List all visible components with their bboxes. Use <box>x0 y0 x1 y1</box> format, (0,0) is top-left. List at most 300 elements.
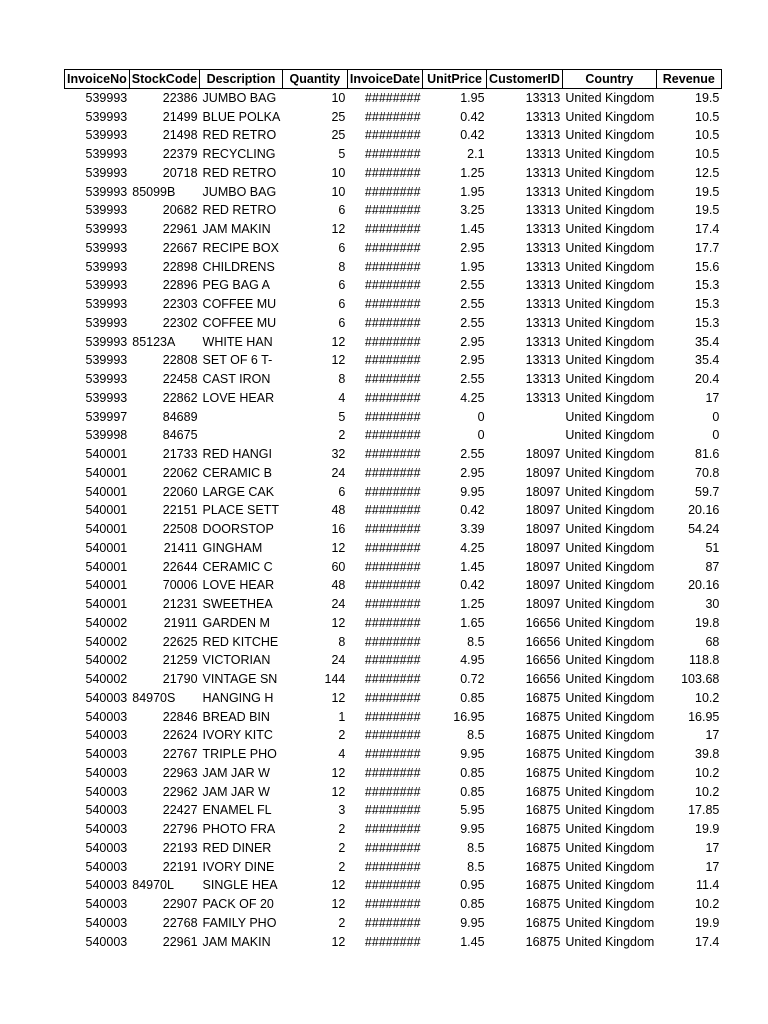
cell-customerid[interactable]: 16656 <box>525 653 561 668</box>
cell-customerid[interactable]: 13313 <box>525 390 561 405</box>
cell-stockcode[interactable]: 22060 <box>162 484 198 499</box>
cell-invoiceno[interactable]: 539997 <box>85 409 128 424</box>
cell-revenue[interactable]: 19.5 <box>695 203 720 218</box>
cell-quantity[interactable]: 25 <box>331 109 346 124</box>
cell-invoicedate[interactable]: ######## <box>364 353 421 368</box>
cell-unitprice[interactable]: 3.39 <box>460 522 485 537</box>
cell-customerid[interactable]: 13313 <box>525 297 561 312</box>
cell-customerid[interactable]: 13313 <box>525 240 561 255</box>
cell-customerid[interactable]: 18097 <box>525 540 561 555</box>
cell-customerid[interactable]: 16875 <box>525 840 561 855</box>
cell-description[interactable]: RECIPE BOX <box>202 240 279 255</box>
cell-invoicedate[interactable]: ######## <box>364 278 421 293</box>
cell-customerid[interactable]: 16656 <box>525 672 561 687</box>
cell-stockcode[interactable]: 85099B <box>132 184 176 199</box>
cell-revenue[interactable]: 19.5 <box>695 91 720 106</box>
cell-stockcode[interactable]: 70006 <box>162 578 198 593</box>
cell-invoiceno[interactable]: 540002 <box>85 672 128 687</box>
cell-stockcode[interactable]: 22907 <box>162 897 198 912</box>
cell-invoiceno[interactable]: 539993 <box>85 128 128 143</box>
cell-invoiceno[interactable]: 540003 <box>85 709 128 724</box>
cell-description[interactable]: DOORSTOP <box>202 522 274 537</box>
cell-revenue[interactable]: 30 <box>705 597 720 612</box>
cell-stockcode[interactable]: 84970S <box>132 690 176 705</box>
cell-description[interactable]: SET OF 6 T- <box>202 353 273 368</box>
cell-stockcode[interactable]: 22963 <box>162 765 198 780</box>
cell-customerid[interactable]: 13313 <box>525 91 561 106</box>
column-header-revenue[interactable]: Revenue <box>656 70 721 89</box>
cell-invoiceno[interactable]: 540002 <box>85 615 128 630</box>
cell-description[interactable]: GARDEN M <box>202 615 270 630</box>
cell-revenue[interactable]: 10.5 <box>695 128 720 143</box>
cell-invoiceno[interactable]: 539993 <box>85 109 128 124</box>
cell-quantity[interactable]: 6 <box>338 297 346 312</box>
cell-revenue[interactable]: 10.2 <box>695 690 720 705</box>
cell-customerid[interactable] <box>487 426 563 445</box>
cell-customerid[interactable]: 13313 <box>525 222 561 237</box>
cell-description[interactable]: COFFEE MU <box>202 315 277 330</box>
cell-invoiceno[interactable]: 540001 <box>85 522 128 537</box>
cell-unitprice[interactable]: 0 <box>477 409 485 424</box>
cell-country[interactable]: United Kingdom <box>565 597 655 612</box>
cell-revenue[interactable]: 17.4 <box>695 934 720 949</box>
cell-unitprice[interactable]: 2.55 <box>460 315 485 330</box>
cell-country[interactable]: United Kingdom <box>565 803 655 818</box>
cell-description[interactable] <box>200 407 283 426</box>
cell-stockcode[interactable]: 22193 <box>162 840 198 855</box>
cell-customerid[interactable] <box>487 407 563 426</box>
cell-invoiceno[interactable]: 540001 <box>85 447 128 462</box>
cell-customerid[interactable]: 13313 <box>525 278 561 293</box>
cell-customerid[interactable]: 18097 <box>525 447 561 462</box>
cell-description[interactable]: CERAMIC B <box>202 465 272 480</box>
cell-invoicedate[interactable]: ######## <box>364 859 421 874</box>
cell-invoicedate[interactable]: ######## <box>364 878 421 893</box>
cell-unitprice[interactable]: 4.25 <box>460 390 485 405</box>
cell-unitprice[interactable]: 2.55 <box>460 297 485 312</box>
cell-unitprice[interactable]: 1.25 <box>460 165 485 180</box>
cell-description[interactable]: COFFEE MU <box>202 297 277 312</box>
cell-invoiceno[interactable]: 540003 <box>85 859 128 874</box>
cell-country[interactable]: United Kingdom <box>565 747 655 762</box>
cell-customerid[interactable]: 18097 <box>525 578 561 593</box>
cell-quantity[interactable]: 2 <box>338 859 346 874</box>
cell-unitprice[interactable]: 16.95 <box>453 709 485 724</box>
cell-invoicedate[interactable]: ######## <box>364 934 421 949</box>
cell-quantity[interactable]: 144 <box>324 672 346 687</box>
cell-description[interactable]: BREAD BIN <box>202 709 270 724</box>
cell-quantity[interactable]: 12 <box>331 784 346 799</box>
cell-revenue[interactable]: 11.4 <box>695 878 720 893</box>
cell-invoicedate[interactable]: ######## <box>364 897 421 912</box>
cell-invoiceno[interactable]: 539993 <box>85 147 128 162</box>
cell-description[interactable]: PHOTO FRA <box>202 822 276 837</box>
cell-quantity[interactable]: 5 <box>338 147 346 162</box>
cell-customerid[interactable]: 16875 <box>525 897 561 912</box>
cell-customerid[interactable]: 16875 <box>525 915 561 930</box>
cell-customerid[interactable]: 13313 <box>525 372 561 387</box>
cell-customerid[interactable]: 18097 <box>525 522 561 537</box>
cell-unitprice[interactable]: 0.42 <box>460 503 485 518</box>
cell-customerid[interactable]: 13313 <box>525 165 561 180</box>
cell-invoiceno[interactable]: 539993 <box>85 315 128 330</box>
cell-country[interactable]: United Kingdom <box>565 653 655 668</box>
cell-description[interactable]: IVORY DINE <box>202 859 275 874</box>
cell-invoiceno[interactable]: 540001 <box>85 597 128 612</box>
cell-revenue[interactable]: 15.3 <box>695 297 720 312</box>
cell-unitprice[interactable]: 2.95 <box>460 465 485 480</box>
cell-stockcode[interactable]: 22768 <box>162 915 198 930</box>
cell-country[interactable]: United Kingdom <box>565 915 655 930</box>
cell-description[interactable]: CHILDRENS <box>202 259 275 274</box>
column-header-customerid[interactable]: CustomerID <box>487 70 563 89</box>
cell-quantity[interactable]: 10 <box>331 165 346 180</box>
cell-invoicedate[interactable]: ######## <box>364 409 421 424</box>
cell-invoiceno[interactable]: 540003 <box>85 784 128 799</box>
cell-revenue[interactable]: 17.85 <box>688 803 720 818</box>
cell-country[interactable]: United Kingdom <box>565 503 655 518</box>
cell-customerid[interactable]: 16875 <box>525 690 561 705</box>
cell-revenue[interactable]: 20.16 <box>688 578 720 593</box>
cell-unitprice[interactable]: 2.95 <box>460 240 485 255</box>
cell-description[interactable] <box>200 426 283 445</box>
cell-quantity[interactable]: 12 <box>331 222 346 237</box>
cell-stockcode[interactable]: 22862 <box>162 390 198 405</box>
cell-quantity[interactable]: 6 <box>338 240 346 255</box>
cell-description[interactable]: RED KITCHE <box>202 634 279 649</box>
cell-description[interactable]: SWEETHEA <box>202 597 273 612</box>
cell-stockcode[interactable]: 22302 <box>162 315 198 330</box>
cell-quantity[interactable]: 12 <box>331 878 346 893</box>
cell-stockcode[interactable]: 20682 <box>162 203 198 218</box>
cell-quantity[interactable]: 12 <box>331 540 346 555</box>
cell-customerid[interactable]: 16875 <box>525 822 561 837</box>
cell-quantity[interactable]: 6 <box>338 484 346 499</box>
cell-invoiceno[interactable]: 539993 <box>85 222 128 237</box>
cell-invoicedate[interactable]: ######## <box>364 128 421 143</box>
cell-quantity[interactable]: 6 <box>338 315 346 330</box>
cell-description[interactable]: CAST IRON <box>202 372 271 387</box>
cell-invoiceno[interactable]: 539993 <box>85 259 128 274</box>
cell-revenue[interactable]: 10.5 <box>695 109 720 124</box>
cell-quantity[interactable]: 60 <box>331 559 346 574</box>
cell-invoicedate[interactable]: ######## <box>364 784 421 799</box>
column-header-country[interactable]: Country <box>562 70 656 89</box>
cell-quantity[interactable]: 8 <box>338 259 346 274</box>
cell-invoicedate[interactable]: ######## <box>364 259 421 274</box>
cell-description[interactable]: LOVE HEAR <box>202 578 275 593</box>
cell-quantity[interactable]: 2 <box>338 728 346 743</box>
cell-customerid[interactable]: 18097 <box>525 503 561 518</box>
cell-stockcode[interactable]: 22667 <box>162 240 198 255</box>
cell-country[interactable]: United Kingdom <box>565 409 655 424</box>
cell-invoicedate[interactable]: ######## <box>364 109 421 124</box>
cell-stockcode[interactable]: 22767 <box>162 747 198 762</box>
cell-revenue[interactable]: 15.6 <box>695 259 720 274</box>
cell-revenue[interactable]: 54.24 <box>688 522 720 537</box>
cell-unitprice[interactable]: 0.72 <box>460 672 485 687</box>
cell-invoicedate[interactable]: ######## <box>364 91 421 106</box>
cell-invoiceno[interactable]: 539993 <box>85 91 128 106</box>
cell-unitprice[interactable]: 8.5 <box>467 634 485 649</box>
cell-revenue[interactable]: 10.5 <box>695 147 720 162</box>
column-header-unitprice[interactable]: UnitPrice <box>423 70 487 89</box>
cell-revenue[interactable]: 17 <box>705 390 720 405</box>
cell-invoicedate[interactable]: ######## <box>364 840 421 855</box>
cell-invoicedate[interactable]: ######## <box>364 334 421 349</box>
cell-description[interactable]: ENAMEL FL <box>202 803 272 818</box>
cell-country[interactable]: United Kingdom <box>565 315 655 330</box>
cell-invoiceno[interactable]: 539993 <box>85 278 128 293</box>
cell-unitprice[interactable]: 1.45 <box>460 934 485 949</box>
cell-customerid[interactable]: 13313 <box>525 109 561 124</box>
cell-invoiceno[interactable]: 539993 <box>85 184 128 199</box>
cell-invoiceno[interactable]: 540003 <box>85 878 128 893</box>
cell-description[interactable]: FAMILY PHO <box>202 915 277 930</box>
cell-invoiceno[interactable]: 539993 <box>85 165 128 180</box>
cell-invoicedate[interactable]: ######## <box>364 822 421 837</box>
cell-customerid[interactable]: 16875 <box>525 934 561 949</box>
cell-country[interactable]: United Kingdom <box>565 428 655 443</box>
cell-invoicedate[interactable]: ######## <box>364 803 421 818</box>
cell-unitprice[interactable]: 1.95 <box>460 91 485 106</box>
cell-revenue[interactable]: 87 <box>705 559 720 574</box>
cell-revenue[interactable]: 17.7 <box>695 240 720 255</box>
cell-revenue[interactable]: 17.4 <box>695 222 720 237</box>
cell-invoiceno[interactable]: 540003 <box>85 747 128 762</box>
cell-stockcode[interactable]: 22379 <box>162 147 198 162</box>
cell-description[interactable]: SINGLE HEA <box>202 878 278 893</box>
cell-unitprice[interactable]: 2.55 <box>460 372 485 387</box>
cell-invoiceno[interactable]: 539993 <box>85 297 128 312</box>
cell-quantity[interactable]: 3 <box>338 803 346 818</box>
cell-unitprice[interactable]: 9.95 <box>460 822 485 837</box>
cell-unitprice[interactable]: 0.95 <box>460 878 485 893</box>
cell-quantity[interactable]: 10 <box>331 184 346 199</box>
cell-country[interactable]: United Kingdom <box>565 259 655 274</box>
cell-quantity[interactable]: 16 <box>331 522 346 537</box>
cell-invoiceno[interactable]: 539993 <box>85 240 128 255</box>
cell-country[interactable]: United Kingdom <box>565 184 655 199</box>
cell-revenue[interactable]: 39.8 <box>695 747 720 762</box>
cell-invoicedate[interactable]: ######## <box>364 915 421 930</box>
cell-customerid[interactable]: 16875 <box>525 765 561 780</box>
cell-quantity[interactable]: 12 <box>331 690 346 705</box>
cell-quantity[interactable]: 12 <box>331 615 346 630</box>
cell-stockcode[interactable]: 22808 <box>162 353 198 368</box>
cell-description[interactable]: RED DINER <box>202 840 272 855</box>
cell-unitprice[interactable]: 0.85 <box>460 690 485 705</box>
cell-country[interactable]: United Kingdom <box>565 91 655 106</box>
cell-unitprice[interactable]: 1.65 <box>460 615 485 630</box>
cell-invoiceno[interactable]: 540003 <box>85 822 128 837</box>
cell-stockcode[interactable]: 22896 <box>162 278 198 293</box>
cell-customerid[interactable]: 16875 <box>525 878 561 893</box>
cell-unitprice[interactable]: 0.85 <box>460 784 485 799</box>
cell-unitprice[interactable]: 8.5 <box>467 728 485 743</box>
cell-unitprice[interactable]: 4.95 <box>460 653 485 668</box>
cell-customerid[interactable]: 16875 <box>525 728 561 743</box>
cell-quantity[interactable]: 24 <box>331 597 346 612</box>
cell-invoicedate[interactable]: ######## <box>364 465 421 480</box>
cell-quantity[interactable]: 2 <box>338 840 346 855</box>
cell-stockcode[interactable]: 22427 <box>162 803 198 818</box>
cell-invoiceno[interactable]: 540003 <box>85 803 128 818</box>
cell-customerid[interactable]: 16875 <box>525 803 561 818</box>
cell-stockcode[interactable]: 22796 <box>162 822 198 837</box>
cell-country[interactable]: United Kingdom <box>565 484 655 499</box>
cell-stockcode[interactable]: 21411 <box>163 540 198 555</box>
cell-customerid[interactable]: 16656 <box>525 634 561 649</box>
cell-revenue[interactable]: 35.4 <box>695 334 720 349</box>
cell-unitprice[interactable]: 1.25 <box>460 597 485 612</box>
cell-unitprice[interactable]: 0.85 <box>460 765 485 780</box>
cell-unitprice[interactable]: 2.55 <box>460 278 485 293</box>
cell-invoicedate[interactable]: ######## <box>364 390 421 405</box>
cell-country[interactable]: United Kingdom <box>565 934 655 949</box>
cell-country[interactable]: United Kingdom <box>565 203 655 218</box>
cell-customerid[interactable]: 18097 <box>525 559 561 574</box>
cell-customerid[interactable]: 13313 <box>525 259 561 274</box>
column-header-stockcode[interactable]: StockCode <box>129 70 199 89</box>
cell-quantity[interactable]: 25 <box>331 128 346 143</box>
cell-description[interactable]: TRIPLE PHO <box>202 747 277 762</box>
cell-invoiceno[interactable]: 539998 <box>85 428 128 443</box>
cell-invoiceno[interactable]: 540001 <box>85 465 128 480</box>
cell-invoicedate[interactable]: ######## <box>364 597 421 612</box>
cell-country[interactable]: United Kingdom <box>565 240 655 255</box>
cell-unitprice[interactable]: 2.95 <box>460 353 485 368</box>
cell-quantity[interactable]: 48 <box>331 503 346 518</box>
cell-country[interactable]: United Kingdom <box>565 878 655 893</box>
cell-description[interactable]: RECYCLING <box>202 147 276 162</box>
cell-quantity[interactable]: 2 <box>338 915 346 930</box>
cell-invoiceno[interactable]: 539993 <box>85 334 128 349</box>
cell-country[interactable]: United Kingdom <box>565 465 655 480</box>
cell-country[interactable]: United Kingdom <box>565 822 655 837</box>
cell-unitprice[interactable]: 2.95 <box>460 334 485 349</box>
cell-unitprice[interactable]: 4.25 <box>460 540 485 555</box>
cell-unitprice[interactable]: 9.95 <box>460 915 485 930</box>
cell-customerid[interactable]: 16656 <box>525 615 561 630</box>
cell-revenue[interactable]: 19.8 <box>695 615 720 630</box>
cell-customerid[interactable]: 13313 <box>525 203 561 218</box>
cell-description[interactable]: JAM JAR W <box>202 765 270 780</box>
cell-unitprice[interactable]: 1.95 <box>460 184 485 199</box>
cell-country[interactable]: United Kingdom <box>565 447 655 462</box>
cell-invoiceno[interactable]: 540003 <box>85 728 128 743</box>
cell-revenue[interactable]: 15.3 <box>695 315 720 330</box>
cell-stockcode[interactable]: 22961 <box>162 934 198 949</box>
cell-invoicedate[interactable]: ######## <box>364 615 421 630</box>
cell-invoiceno[interactable]: 540001 <box>85 540 128 555</box>
cell-revenue[interactable]: 20.16 <box>688 503 720 518</box>
cell-country[interactable]: United Kingdom <box>565 672 655 687</box>
cell-country[interactable]: United Kingdom <box>565 222 655 237</box>
cell-description[interactable]: CERAMIC C <box>202 559 273 574</box>
cell-quantity[interactable]: 1 <box>338 709 346 724</box>
cell-quantity[interactable]: 5 <box>338 409 346 424</box>
cell-stockcode[interactable]: 22151 <box>162 503 198 518</box>
cell-invoicedate[interactable]: ######## <box>364 203 421 218</box>
cell-country[interactable]: United Kingdom <box>565 334 655 349</box>
cell-description[interactable]: JUMBO BAG <box>202 91 277 106</box>
cell-unitprice[interactable]: 0.42 <box>460 578 485 593</box>
cell-invoicedate[interactable]: ######## <box>364 372 421 387</box>
cell-description[interactable]: JAM JAR W <box>202 784 270 799</box>
cell-quantity[interactable]: 2 <box>338 822 346 837</box>
cell-description[interactable]: PEG BAG A <box>202 278 270 293</box>
cell-unitprice[interactable]: 9.95 <box>460 747 485 762</box>
cell-unitprice[interactable]: 0.42 <box>460 109 485 124</box>
cell-invoicedate[interactable]: ######## <box>364 765 421 780</box>
cell-quantity[interactable]: 10 <box>331 91 346 106</box>
cell-stockcode[interactable]: 84675 <box>162 428 198 443</box>
cell-description[interactable]: WHITE HAN <box>202 334 273 349</box>
cell-customerid[interactable]: 16875 <box>525 709 561 724</box>
cell-country[interactable]: United Kingdom <box>565 372 655 387</box>
cell-invoicedate[interactable]: ######## <box>364 503 421 518</box>
cell-invoiceno[interactable]: 539993 <box>85 203 128 218</box>
cell-country[interactable]: United Kingdom <box>565 128 655 143</box>
cell-customerid[interactable]: 13313 <box>525 315 561 330</box>
cell-description[interactable]: BLUE POLKA <box>202 109 281 124</box>
cell-invoiceno[interactable]: 540003 <box>85 765 128 780</box>
cell-quantity[interactable]: 6 <box>338 278 346 293</box>
cell-description[interactable]: LARGE CAK <box>202 484 275 499</box>
cell-quantity[interactable]: 24 <box>331 465 346 480</box>
cell-unitprice[interactable]: 2.55 <box>460 447 485 462</box>
cell-revenue[interactable]: 70.8 <box>695 465 720 480</box>
cell-description[interactable]: JAM MAKIN <box>202 222 271 237</box>
cell-invoicedate[interactable]: ######## <box>364 709 421 724</box>
cell-stockcode[interactable]: 22898 <box>162 259 198 274</box>
cell-country[interactable]: United Kingdom <box>565 353 655 368</box>
cell-invoiceno[interactable]: 540003 <box>85 840 128 855</box>
cell-stockcode[interactable]: 22386 <box>162 91 198 106</box>
cell-invoicedate[interactable]: ######## <box>364 653 421 668</box>
cell-revenue[interactable]: 0 <box>712 409 720 424</box>
cell-revenue[interactable]: 17 <box>705 728 720 743</box>
cell-country[interactable]: United Kingdom <box>565 840 655 855</box>
cell-stockcode[interactable]: 21499 <box>162 109 198 124</box>
cell-quantity[interactable]: 32 <box>331 447 346 462</box>
cell-customerid[interactable]: 18097 <box>525 484 561 499</box>
cell-stockcode[interactable]: 21790 <box>162 672 198 687</box>
cell-description[interactable]: GINGHAM <box>202 540 263 555</box>
cell-invoicedate[interactable]: ######## <box>364 634 421 649</box>
cell-stockcode[interactable]: 22624 <box>162 728 198 743</box>
cell-revenue[interactable]: 10.2 <box>695 897 720 912</box>
cell-description[interactable]: JAM MAKIN <box>202 934 271 949</box>
cell-stockcode[interactable]: 22961 <box>162 222 198 237</box>
cell-unitprice[interactable]: 1.45 <box>460 559 485 574</box>
cell-revenue[interactable]: 10.2 <box>695 765 720 780</box>
cell-country[interactable]: United Kingdom <box>565 784 655 799</box>
cell-country[interactable]: United Kingdom <box>565 297 655 312</box>
cell-stockcode[interactable]: 21259 <box>162 653 198 668</box>
cell-revenue[interactable]: 118.8 <box>688 653 720 668</box>
cell-invoicedate[interactable]: ######## <box>364 540 421 555</box>
cell-description[interactable]: RED RETRO <box>202 165 277 180</box>
cell-revenue[interactable]: 103.68 <box>681 672 720 687</box>
cell-revenue[interactable]: 12.5 <box>695 165 720 180</box>
cell-customerid[interactable]: 16875 <box>525 859 561 874</box>
cell-description[interactable]: IVORY KITC <box>202 728 273 743</box>
cell-description[interactable]: RED RETRO <box>202 128 277 143</box>
cell-invoicedate[interactable]: ######## <box>364 147 421 162</box>
cell-invoiceno[interactable]: 539993 <box>85 390 128 405</box>
